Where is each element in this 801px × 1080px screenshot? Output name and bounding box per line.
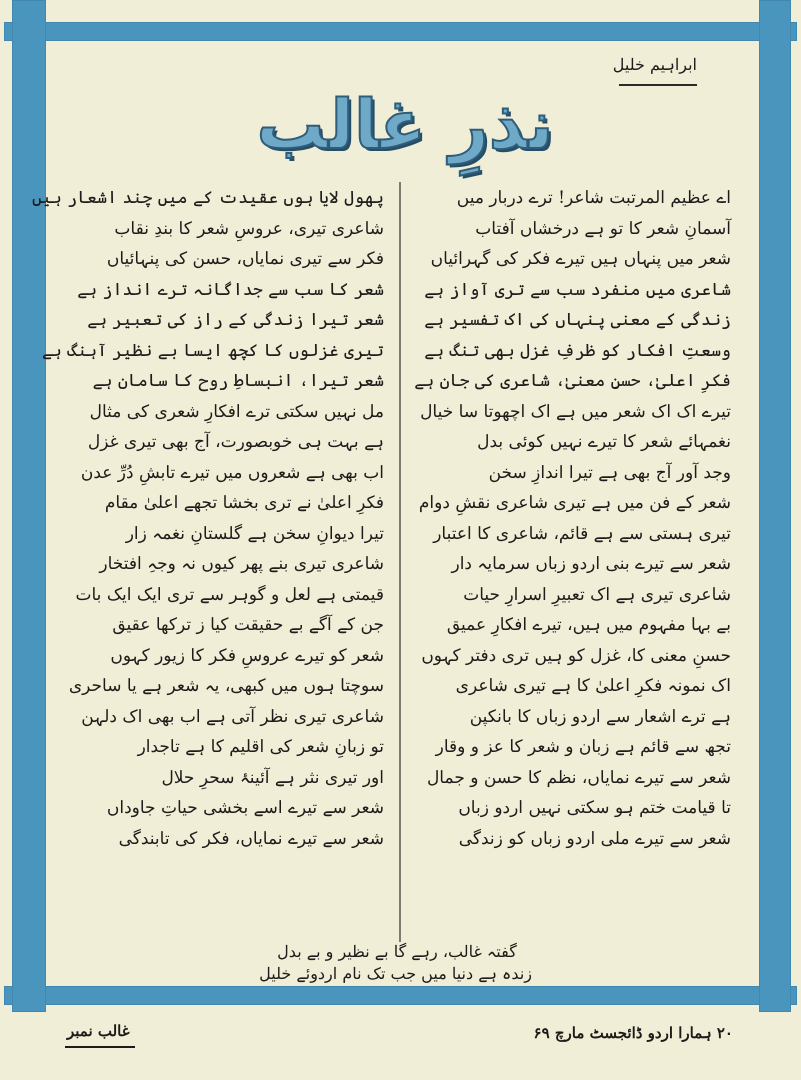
- author-underline: [619, 84, 697, 86]
- poem-line-left-19: تو زبانِ شعر کی اقلیم کا ہے تاجدار: [137, 737, 384, 757]
- poem-line-left-17: سوچتا ہوں میں کبھی، یہ شعر ہے یا ساحری: [68, 676, 384, 696]
- footer-page-info: ۲۰ ہمارا اردو ڈائجسٹ مارچ ۶۹: [533, 1024, 733, 1042]
- poem-line-right-3: شعر میں پنہاں ہیں تیرے فکر کی گہرائیاں: [430, 249, 731, 269]
- poem-line-left-18: شاعری تیری نظر آتی ہے اب بھی اک دلہن: [81, 706, 384, 727]
- poem-line-right-20: شعر سے تیرے نمایاں، نظم کا حسن و جمال: [426, 767, 731, 788]
- poem-line-right-22: شعر سے تیرے ملی اردو زباں کو زندگی: [458, 828, 731, 849]
- poem-line-right-18: ہے ترے اشعار سے اردو زباں کا بانکپن: [469, 706, 731, 727]
- left-poem-column: [31, 183, 384, 854]
- poem-line-right-12: تیری ہستی سے ہے قائم، شاعری کا اعتبار: [433, 523, 731, 544]
- poem-line-right-4: شاعری میں منفرد سب سے تری آواز ہے: [424, 279, 731, 300]
- poem-line-right-13: شعر سے تیرے بنی اردو زباں سرمایہ دار: [451, 554, 731, 574]
- poem-line-left-3: فکر سے تیری نمایاں، حسن کی پنہائیاں: [106, 249, 384, 269]
- poem-line-left-1: پھول لایا ہوں عقیدت کے میں چند اشعار ہیں: [31, 188, 384, 208]
- poem-line-right-8: تیرے اک اک شعر میں ہے اک اچھوتا سا خیال: [420, 401, 731, 422]
- poem-line-left-22: شعر سے تیرے نمایاں، فکر کی تابندگی: [118, 828, 384, 849]
- poem-line-left-14: قیمتی ہے لعل و گوہر سے تری ایک ایک بات: [75, 584, 384, 605]
- poem-line-left-15: جن کے آگے بے حقیقت کیا ز ترکھا عقیق: [112, 615, 384, 635]
- poem-line-left-9: ہے بہت ہی خوبصورت، آج بھی تیری غزل: [87, 432, 384, 452]
- poem-line-right-15: بے بہا مفہوم میں ہیں، تیرے افکارِ عمیق: [446, 615, 731, 635]
- poem-line-right-16: حسنِ معنی کا، غزل کو ہیں تری دفتر کہوں: [421, 645, 731, 666]
- poem-line-right-5: زندگی کے معنی پنہاں کی اک تفسیر ہے: [424, 310, 731, 330]
- poem-line-left-10: اب بھی ہے شعروں میں تیرے تابشِ دُرِّ عدن: [80, 462, 384, 483]
- poem-line-right-11: شعر کے فن میں ہے تیری شاعری نقشِ دوام: [418, 493, 731, 513]
- frame-bottom-border: [4, 986, 797, 1005]
- author-name: ابراہیم خلیل: [612, 55, 697, 74]
- poem-line-left-7: شعر تیرا، انبساطِ روح کا سامان ہے: [92, 371, 384, 391]
- poem-line-right-14: شاعری تیری ہے اک تعبیرِ اسرارِ حیات: [463, 584, 731, 605]
- poem-line-right-19: تجھ سے قائم ہے زبان و شعر کا عز و وقار: [435, 737, 731, 757]
- poem-line-right-17: اک نمونہ فکرِ اعلیٰ کا ہے تیری شاعری: [455, 676, 731, 696]
- poem-line-left-8: مل نہیں سکتی ترے افکارِ شعری کی مثال: [89, 401, 384, 422]
- poem-line-left-6: تیری غزلوں کا کچھ ایسا بے نظیر آہنگ ہے: [41, 340, 384, 361]
- poem-line-right-7: فکرِ اعلیٰ، حسنِ معنیٰ، شاعری کی جان ہے: [414, 371, 731, 391]
- frame-left-border: [12, 0, 46, 1012]
- top-left-corner: [0, 0, 12, 22]
- footer-left-underline: [65, 1046, 135, 1048]
- poem-line-left-21: شعر سے تیرے اسے بخشی حیاتِ جاوداں: [106, 798, 384, 818]
- poem-line-left-12: تیرا دیوانِ سخن ہے گلستانِ نغمہ زار: [125, 523, 384, 544]
- poem-line-left-20: اور تیری نثر ہے آئینۂ سحرِ حلال: [161, 767, 384, 788]
- right-poem-column: [414, 183, 731, 854]
- poem-line-left-2: شاعری تیری، عروسِ شعر کا بندِ نقاب: [114, 218, 384, 239]
- poem-line-left-11: فکرِ اعلیٰ نے تری بخشا تجھے اعلیٰ مقام: [104, 493, 384, 513]
- footer-issue-label: غالب نمبر: [67, 1022, 130, 1040]
- column-divider: [399, 182, 401, 942]
- poem-line-right-6: وسعتِ افکار کو ظرفِ غزل بھی تنگ ہے: [424, 340, 731, 361]
- poem-line-right-1: اے عظیم المرتبت شاعر! ترے دربار میں: [456, 188, 731, 208]
- closing-couplet: [259, 941, 532, 985]
- frame-right-border: [759, 0, 791, 1012]
- frame-top-border: [4, 22, 797, 41]
- closing-line-1: گفتہ غالب، رہے گا بے نظیر و بے بدل: [277, 942, 517, 961]
- poem-line-left-16: شعر کو تیرے عروسِ فکر کا زیور کہوں: [110, 645, 384, 666]
- page-title: نذرِ غالب: [256, 86, 554, 165]
- poem-line-right-10: وجد آور آج بھی ہے تیرا اندازِ سخن: [488, 462, 731, 483]
- poem-line-right-9: نغمہائے شعر کا تیرے نہیں کوئی بدل: [477, 432, 731, 452]
- closing-line-2: زندہ ہے دنیا میں جب تک نام اردوئے خلیل: [259, 964, 532, 983]
- poem-line-right-2: آسمانِ شعر کا تو ہے درخشاں آفتاب: [475, 218, 731, 239]
- poem-line-left-13: شاعری تیری بنے پھر کیوں نہ وجہِ افتخار: [99, 554, 384, 574]
- poem-line-right-21: تا قیامت ختم ہو سکتی نہیں اردو زباں: [458, 798, 731, 818]
- poem-line-left-4: شعر کا سب سے جداگانہ ترے انداز ہے: [77, 279, 384, 300]
- top-right-corner: [791, 0, 801, 22]
- poem-line-left-5: شعر تیرا زندگی کے راز کی تعبیر ہے: [87, 310, 384, 330]
